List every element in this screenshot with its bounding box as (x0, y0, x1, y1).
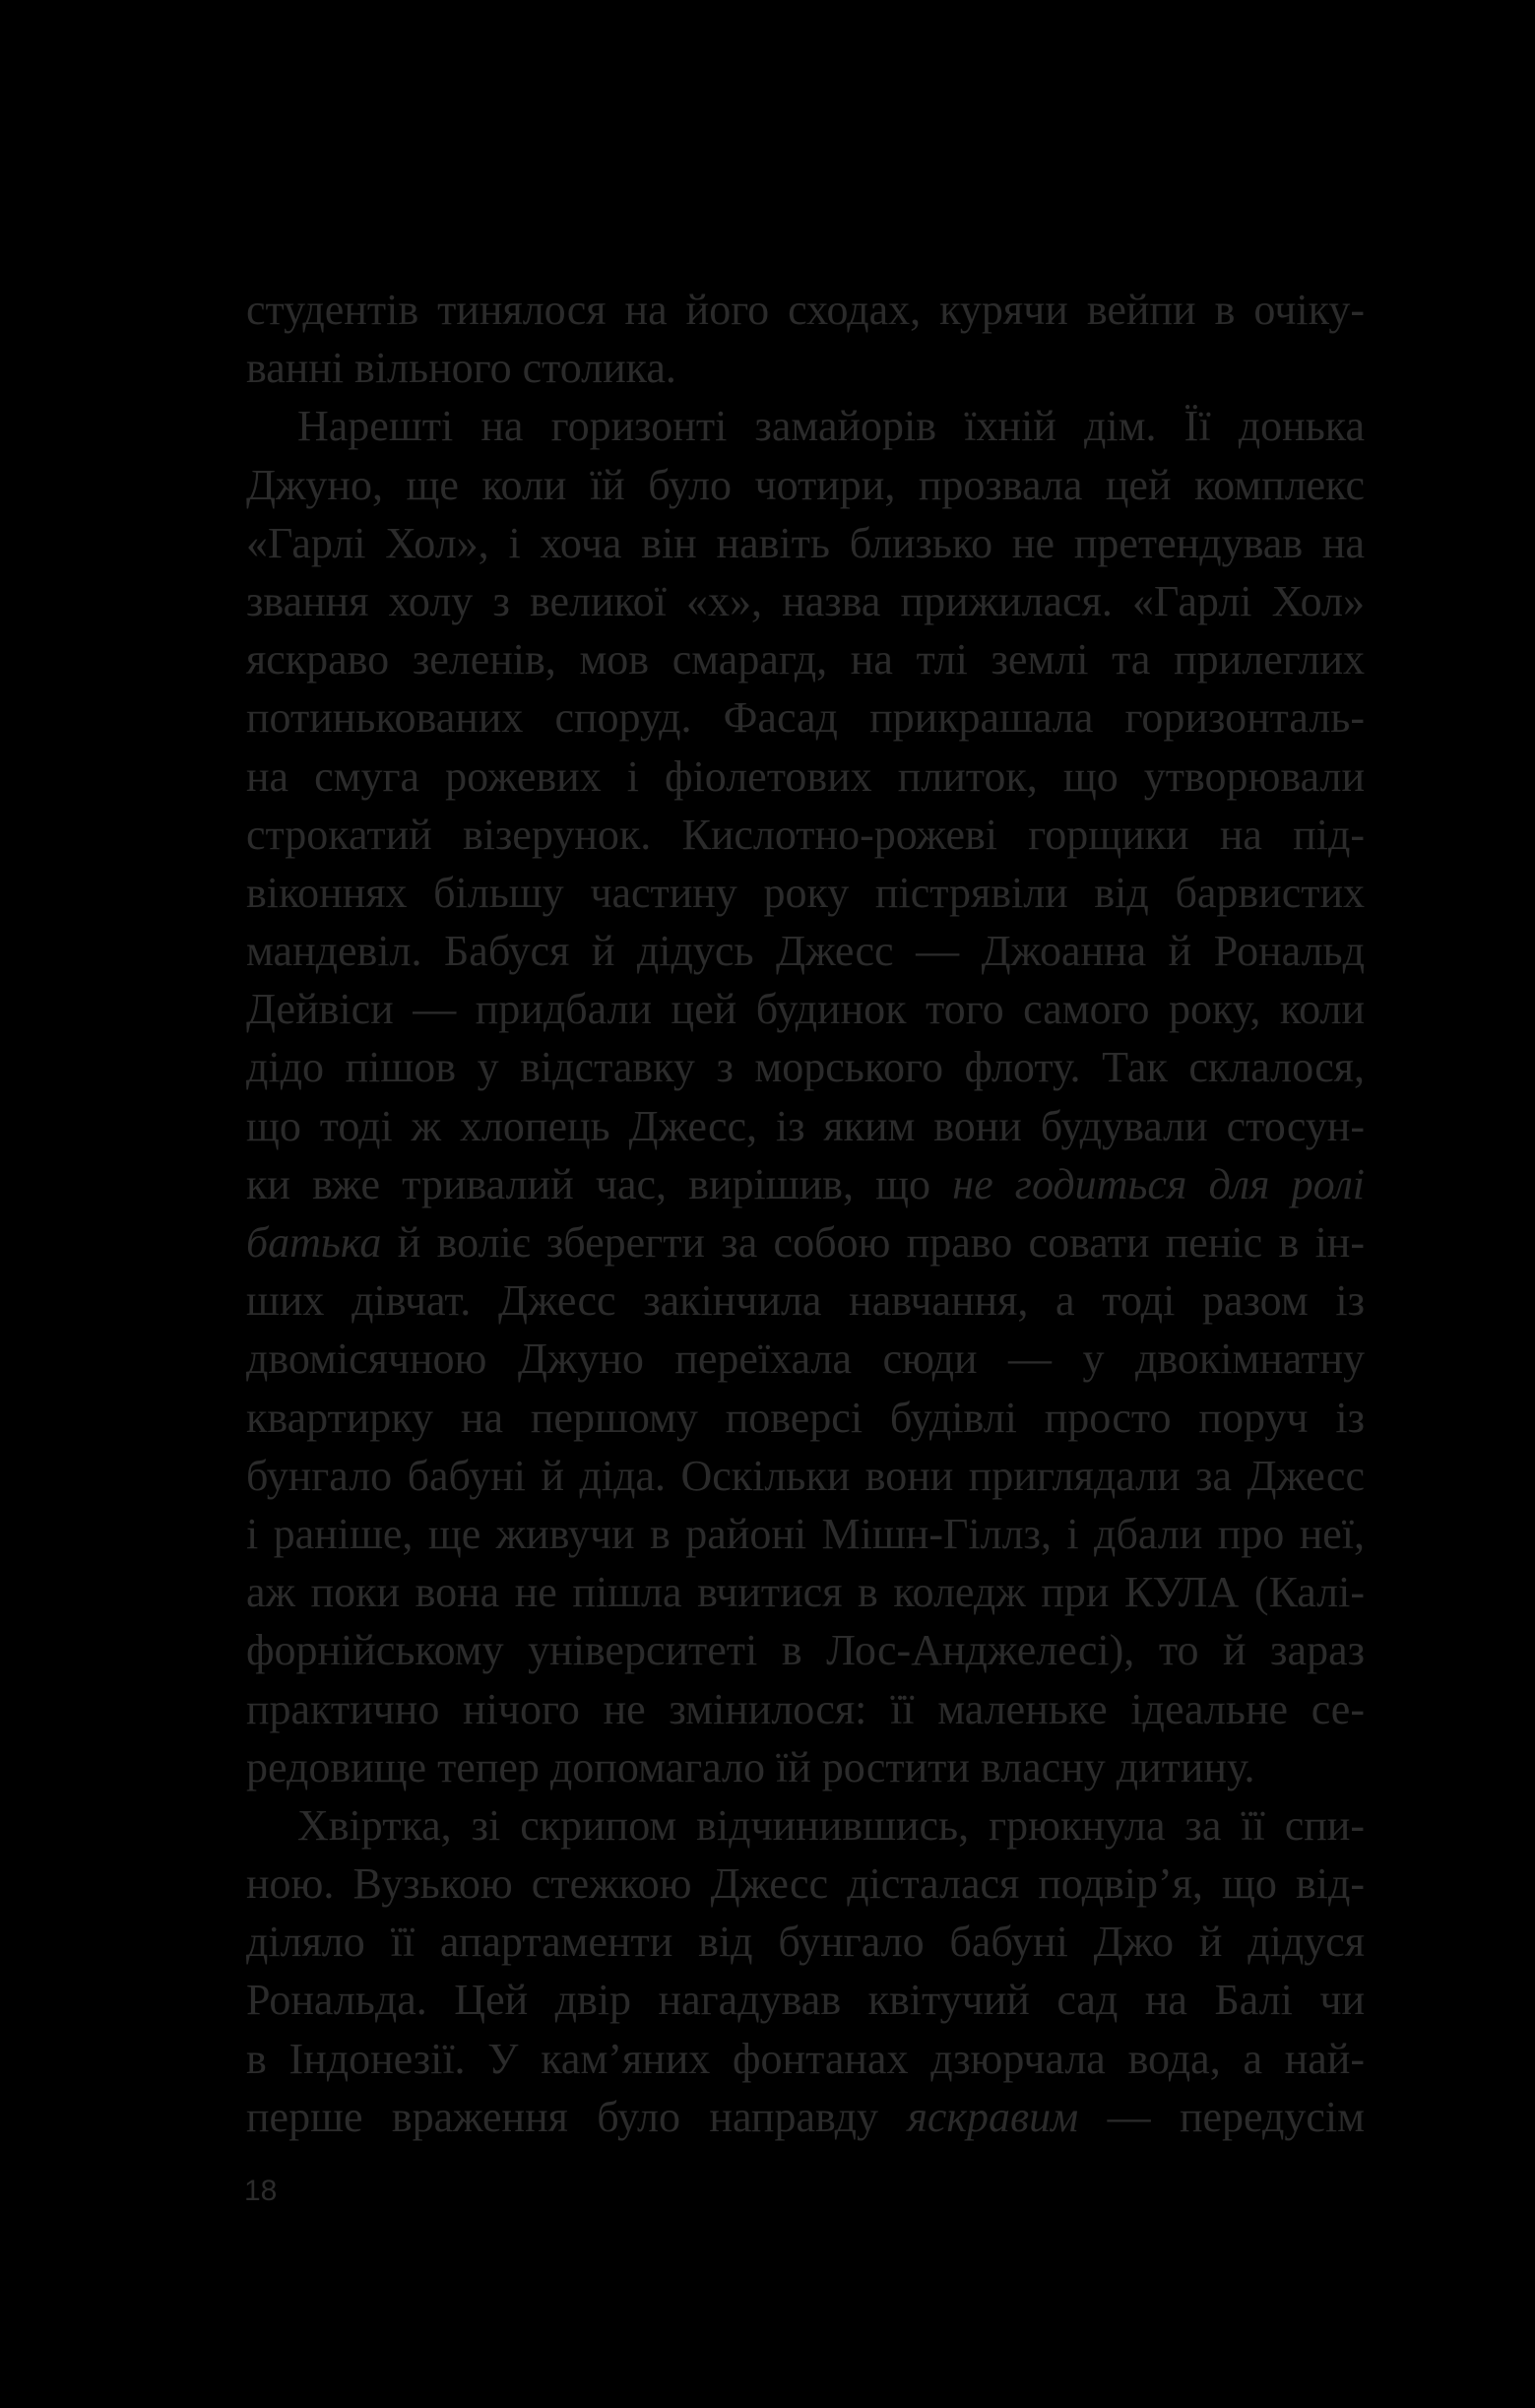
text-run: Дейвіси — придбали цей будинок того самого року, коли (246, 985, 1365, 1034)
italic-text: не годиться для ролі (952, 1159, 1365, 1208)
text-line (246, 281, 1365, 339)
text-run: звання холу з великої «х», назва прижилася. «Гарлі Хол» (246, 576, 1365, 625)
text-line (246, 922, 1365, 980)
text-run: яскраво зеленів, мов смарагд, на тлі землі та прилеглих (246, 635, 1365, 684)
text-line (246, 1913, 1365, 1971)
text-line (246, 1738, 1365, 1796)
text-run: студентів тинялося на його сходах, курячи вейпи в очіку- (246, 286, 1365, 334)
italic-text: батька (246, 1218, 382, 1267)
text-run: «Гарлі Хол», і хоча він навіть близько не претендував на (246, 518, 1365, 567)
text-line (246, 1271, 1365, 1330)
text-line (246, 980, 1365, 1038)
italic-text: яскравим (907, 2092, 1079, 2141)
text-run: бунгало бабуні й діда. Оскільки вони приглядали за Джесс (246, 1451, 1365, 1500)
text-run: ванні вільного столика. (246, 344, 676, 393)
text-line (246, 397, 1365, 455)
text-line (246, 1213, 1365, 1271)
text-line (246, 1097, 1365, 1155)
text-run: ших дівчат. Джесс закінчила навчання, а тоді разом із (246, 1276, 1365, 1326)
text-line (246, 1796, 1365, 1855)
text-run: що тоді ж хлопець Джесс, із яким вони будували стосун- (246, 1101, 1365, 1150)
text-line (246, 806, 1365, 864)
text-line (246, 688, 1365, 747)
text-line (246, 1038, 1365, 1096)
text-line (246, 864, 1365, 922)
text-line (246, 1447, 1365, 1505)
text-line (246, 2030, 1365, 2088)
text-run: — передусім (1078, 2092, 1365, 2141)
text-run: перше враження було направду (246, 2092, 908, 2141)
text-line (246, 1855, 1365, 1913)
body-text (246, 281, 1365, 2146)
text-line (246, 514, 1365, 572)
text-line (246, 1389, 1365, 1447)
text-run: діляло її апартаменти від бунгало бабуні Джо й дідуся (246, 1918, 1365, 1967)
text-line (246, 339, 1365, 397)
text-line (246, 630, 1365, 688)
text-run: строкатий візерунок. Кислотно-рожеві горщики на під- (246, 810, 1365, 859)
text-line (246, 1621, 1365, 1679)
text-line (246, 1971, 1365, 2029)
text-run: ною. Вузькою стежкою Джесс дісталася подвір’я, що від- (246, 1859, 1365, 1909)
text-run: квартирку на першому поверсі будівлі просто поруч із (246, 1393, 1365, 1442)
text-line (246, 1563, 1365, 1621)
text-run: віконнях більшу частину року пістрявіли від барвистих (246, 868, 1365, 917)
text-line (246, 1155, 1365, 1213)
text-run: редовище тепер допомагало їй ростити власну дитину. (246, 1742, 1255, 1791)
text-line (246, 748, 1365, 806)
text-run: Рональда. Цей двір нагадував квітучий сад на Балі чи (246, 1976, 1365, 2025)
text-run: форнійському університеті в Лос-Анджелесі), то й зараз (246, 1626, 1365, 1675)
text-run: і раніше, ще живучи в районі Мішн-Гіллз, і дбали про неї, (246, 1509, 1365, 1558)
text-run: ки вже тривалий час, вирішив, що (246, 1159, 953, 1208)
text-line (246, 1505, 1365, 1563)
text-run: в Індонезії. У кам’яних фонтанах дзюрчала вода, а най- (246, 2034, 1365, 2083)
text-line (246, 1330, 1365, 1388)
text-run: двомісячною Джуно переїхала сюди — у двокімнатну (246, 1334, 1365, 1384)
text-run: дідо пішов у відставку з морського флоту. Так склалося, (246, 1043, 1365, 1092)
text-line (246, 1680, 1365, 1738)
text-line (246, 572, 1365, 630)
text-run: на смуга рожевих і фіолетових плиток, що утворювали (246, 751, 1365, 801)
text-run: Джуно, ще коли їй було чотири, прозвала цей комплекс (246, 460, 1365, 509)
text-run: мандевіл. Бабуся й дідусь Джесс — Джоанна й Рональд (246, 927, 1365, 976)
text-run: аж поки вона не пішла вчитися в коледж при КУЛА (Калі- (246, 1568, 1365, 1617)
text-line (246, 2088, 1365, 2146)
text-run: й воліє зберегти за собою право совати пеніс в ін- (381, 1218, 1365, 1267)
text-line (246, 456, 1365, 514)
text-run: потинькованих споруд. Фасад прикрашала горизонталь- (246, 693, 1365, 743)
text-run: Хвіртка, зі скрипом відчинившись, грюкнула за її спи- (297, 1800, 1365, 1850)
page-number: 18 (244, 2175, 278, 2207)
text-run: Нарешті на горизонті замайорів їхній дім. Її донька (297, 402, 1365, 451)
text-run: практично нічого не змінилося: її маленьке ідеальне се- (246, 1684, 1365, 1733)
